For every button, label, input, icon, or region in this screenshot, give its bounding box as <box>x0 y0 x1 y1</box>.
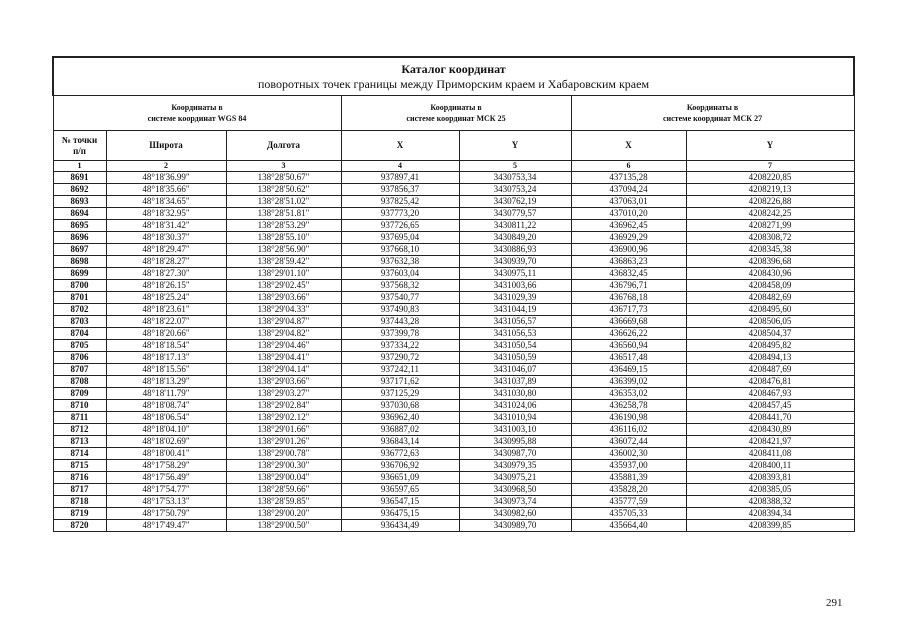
cell-msk27-y: 4208495,82 <box>686 340 854 352</box>
cell-msk25-x: 937856,37 <box>341 184 459 196</box>
cell-msk25-x: 936475,15 <box>341 508 459 520</box>
cell-point-number: 8699 <box>53 268 106 280</box>
table-row <box>53 244 854 256</box>
column-number: 1 <box>53 161 106 172</box>
cell-msk27-y: 4208457,45 <box>686 400 854 412</box>
cell-msk27-y: 4208226,88 <box>686 196 854 208</box>
cell-msk25-x: 937171,62 <box>341 376 459 388</box>
cell-latitude: 48°18'26.15" <box>106 280 226 292</box>
cell-msk27-y: 4208441,70 <box>686 412 854 424</box>
system-header-line: системе координат МСК 27 <box>662 114 763 123</box>
cell-latitude: 48°18'31.42" <box>106 220 226 232</box>
cell-msk27-y: 4208388,32 <box>686 496 854 508</box>
cell-msk25-y: 3431029,39 <box>459 292 571 304</box>
cell-longitude: 138°29'00.20" <box>226 508 341 520</box>
cell-latitude: 48°17'54.77" <box>106 484 226 496</box>
cell-msk27-x: 436353,02 <box>571 388 686 400</box>
table-row <box>53 496 854 508</box>
cell-msk25-y: 3431003,10 <box>459 424 571 436</box>
cell-msk25-x: 937490,83 <box>341 304 459 316</box>
cell-longitude: 138°29'00.04" <box>226 472 341 484</box>
col-header-line: п/п <box>73 145 86 156</box>
cell-latitude: 48°17'53.13" <box>106 496 226 508</box>
cell-longitude: 138°29'04.87" <box>226 316 341 328</box>
cell-msk27-y: 4208271,99 <box>686 220 854 232</box>
cell-msk27-x: 436669,68 <box>571 316 686 328</box>
cell-latitude: 48°18'32.95" <box>106 208 226 220</box>
cell-longitude: 138°28'53.29" <box>226 220 341 232</box>
table-row <box>53 364 854 376</box>
cell-latitude: 48°18'17.13" <box>106 352 226 364</box>
cell-msk27-x: 436469,15 <box>571 364 686 376</box>
cell-msk25-y: 3431050,59 <box>459 352 571 364</box>
cell-point-number: 8695 <box>53 220 106 232</box>
cell-msk27-x: 436768,18 <box>571 292 686 304</box>
cell-msk25-y: 3430849,20 <box>459 232 571 244</box>
cell-msk27-y: 4208411,08 <box>686 448 854 460</box>
cell-msk27-y: 4208308,72 <box>686 232 854 244</box>
cell-point-number: 8693 <box>53 196 106 208</box>
cell-latitude: 48°18'22.07" <box>106 316 226 328</box>
cell-point-number: 8698 <box>53 256 106 268</box>
table-row <box>53 388 854 400</box>
table-row <box>53 460 854 472</box>
cell-point-number: 8701 <box>53 292 106 304</box>
cell-longitude: 138°28'59.85" <box>226 496 341 508</box>
cell-msk25-y: 3431003,66 <box>459 280 571 292</box>
cell-msk25-y: 3431056,53 <box>459 328 571 340</box>
cell-longitude: 138°29'04.82" <box>226 328 341 340</box>
cell-point-number: 8717 <box>53 484 106 496</box>
table-row <box>53 292 854 304</box>
cell-msk27-x: 435664,40 <box>571 520 686 532</box>
cell-msk25-y: 3431010,94 <box>459 412 571 424</box>
cell-msk25-x: 936843,14 <box>341 436 459 448</box>
cell-msk27-x: 436962,45 <box>571 220 686 232</box>
table-row <box>53 412 854 424</box>
cell-msk25-x: 937443,28 <box>341 316 459 328</box>
cell-msk27-x: 436796,71 <box>571 280 686 292</box>
cell-msk27-x: 435705,33 <box>571 508 686 520</box>
cell-longitude: 138°29'01.66" <box>226 424 341 436</box>
cell-msk27-y: 4208345,38 <box>686 244 854 256</box>
cell-msk25-y: 3430886,93 <box>459 244 571 256</box>
cell-msk25-y: 3430753,24 <box>459 184 571 196</box>
table-row <box>53 256 854 268</box>
cell-longitude: 138°29'00.30" <box>226 460 341 472</box>
column-number: 4 <box>341 161 459 172</box>
cell-msk25-x: 937568,32 <box>341 280 459 292</box>
cell-msk27-y: 4208495,60 <box>686 304 854 316</box>
cell-msk25-x: 936434,49 <box>341 520 459 532</box>
table-row <box>53 268 854 280</box>
column-number: 7 <box>686 161 854 172</box>
cell-longitude: 138°29'04.14" <box>226 364 341 376</box>
cell-longitude: 138°29'00.50" <box>226 520 341 532</box>
cell-msk25-x: 936547,15 <box>341 496 459 508</box>
column-number: 2 <box>106 161 226 172</box>
cell-longitude: 138°29'04.41" <box>226 352 341 364</box>
cell-latitude: 48°18'11.79" <box>106 388 226 400</box>
cell-msk27-x: 435828,20 <box>571 484 686 496</box>
cell-msk25-y: 3431046,07 <box>459 364 571 376</box>
coordinate-systems-row <box>53 96 854 131</box>
cell-point-number: 8704 <box>53 328 106 340</box>
table-row <box>53 208 854 220</box>
cell-point-number: 8691 <box>53 172 106 184</box>
cell-msk27-y: 4208242,25 <box>686 208 854 220</box>
cell-msk27-y: 4208487,69 <box>686 364 854 376</box>
cell-msk27-x: 436517,48 <box>571 352 686 364</box>
cell-point-number: 8716 <box>53 472 106 484</box>
table-row <box>53 172 854 184</box>
cell-longitude: 138°28'55.10" <box>226 232 341 244</box>
cell-latitude: 48°17'58.29" <box>106 460 226 472</box>
cell-msk25-y: 3430939,70 <box>459 256 571 268</box>
cell-point-number: 8692 <box>53 184 106 196</box>
cell-point-number: 8697 <box>53 244 106 256</box>
cell-msk27-x: 436399,02 <box>571 376 686 388</box>
cell-msk25-y: 3430995,88 <box>459 436 571 448</box>
cell-msk25-x: 937399,78 <box>341 328 459 340</box>
table-row <box>53 184 854 196</box>
table-row <box>53 424 854 436</box>
cell-msk25-x: 936962,40 <box>341 412 459 424</box>
cell-msk27-x: 437135,28 <box>571 172 686 184</box>
cell-longitude: 138°29'02.84" <box>226 400 341 412</box>
cell-msk25-x: 936597,65 <box>341 484 459 496</box>
cell-msk25-y: 3430975,11 <box>459 268 571 280</box>
cell-msk27-x: 436929,29 <box>571 232 686 244</box>
cell-longitude: 138°29'00.78" <box>226 448 341 460</box>
cell-msk27-y: 4208482,69 <box>686 292 854 304</box>
cell-msk27-y: 4208421,97 <box>686 436 854 448</box>
cell-point-number: 8707 <box>53 364 106 376</box>
cell-msk25-x: 937632,38 <box>341 256 459 268</box>
cell-msk27-x: 435777,59 <box>571 496 686 508</box>
cell-latitude: 48°18'23.61" <box>106 304 226 316</box>
cell-msk25-x: 937125,29 <box>341 388 459 400</box>
cell-longitude: 138°29'04.46" <box>226 340 341 352</box>
cell-msk25-x: 937290,72 <box>341 352 459 364</box>
cell-msk27-y: 4208220,85 <box>686 172 854 184</box>
cell-latitude: 48°18'00.41" <box>106 448 226 460</box>
column-number: 6 <box>571 161 686 172</box>
cell-msk27-x: 436626,22 <box>571 328 686 340</box>
cell-latitude: 48°17'49.47" <box>106 520 226 532</box>
cell-latitude: 48°18'36.99" <box>106 172 226 184</box>
table-row <box>53 280 854 292</box>
cell-msk27-x: 435937,00 <box>571 460 686 472</box>
cell-latitude: 48°18'06.54" <box>106 412 226 424</box>
cell-msk27-x: 436116,02 <box>571 424 686 436</box>
cell-msk27-x: 436258,78 <box>571 400 686 412</box>
cell-latitude: 48°18'02.69" <box>106 436 226 448</box>
cell-point-number: 8718 <box>53 496 106 508</box>
cell-longitude: 138°29'04.33" <box>226 304 341 316</box>
cell-longitude: 138°29'03.66" <box>226 292 341 304</box>
cell-msk27-y: 4208430,96 <box>686 268 854 280</box>
cell-msk27-y: 4208504,37 <box>686 328 854 340</box>
cell-msk27-x: 436072,44 <box>571 436 686 448</box>
cell-point-number: 8719 <box>53 508 106 520</box>
column-number-row <box>53 161 854 172</box>
column-number: 3 <box>226 161 341 172</box>
page-number: 291 <box>826 597 843 609</box>
cell-msk25-x: 937897,41 <box>341 172 459 184</box>
column-number: 5 <box>459 161 571 172</box>
table-row <box>53 448 854 460</box>
cell-point-number: 8703 <box>53 316 106 328</box>
table-row <box>53 520 854 532</box>
cell-msk25-x: 937726,65 <box>341 220 459 232</box>
cell-msk27-y: 4208476,81 <box>686 376 854 388</box>
cell-latitude: 48°18'28.27" <box>106 256 226 268</box>
cell-latitude: 48°18'25.24" <box>106 292 226 304</box>
cell-msk25-x: 936706,92 <box>341 460 459 472</box>
system-header-line: Координаты в <box>430 103 482 112</box>
col-header-line: № точки <box>61 134 98 145</box>
cell-msk25-x: 937334,22 <box>341 340 459 352</box>
cell-msk25-x: 937540,77 <box>341 292 459 304</box>
cell-point-number: 8720 <box>53 520 106 532</box>
cell-longitude: 138°29'03.66" <box>226 376 341 388</box>
cell-msk27-y: 4208396,68 <box>686 256 854 268</box>
cell-point-number: 8715 <box>53 460 106 472</box>
cell-point-number: 8710 <box>53 400 106 412</box>
cell-point-number: 8709 <box>53 388 106 400</box>
system-header-line: Координаты в <box>171 103 223 112</box>
cell-point-number: 8706 <box>53 352 106 364</box>
cell-point-number: 8714 <box>53 448 106 460</box>
system-wgs84-header <box>53 96 341 131</box>
cell-msk27-x: 437063,01 <box>571 196 686 208</box>
table-row <box>53 376 854 388</box>
cell-msk27-x: 436190,98 <box>571 412 686 424</box>
cell-msk25-y: 3430811,22 <box>459 220 571 232</box>
cell-msk27-y: 4208494,13 <box>686 352 854 364</box>
cell-latitude: 48°18'20.66" <box>106 328 226 340</box>
cell-point-number: 8708 <box>53 376 106 388</box>
table-row <box>53 400 854 412</box>
cell-msk25-x: 937242,11 <box>341 364 459 376</box>
cell-msk25-y: 3430987,70 <box>459 448 571 460</box>
cell-latitude: 48°18'30.37" <box>106 232 226 244</box>
cell-longitude: 138°28'50.62" <box>226 184 341 196</box>
column-header-row <box>53 131 854 161</box>
cell-longitude: 138°29'02.45" <box>226 280 341 292</box>
cell-latitude: 48°18'13.29" <box>106 376 226 388</box>
cell-msk25-y: 3431037,89 <box>459 376 571 388</box>
cell-msk27-x: 437094,24 <box>571 184 686 196</box>
cell-msk27-y: 4208506,05 <box>686 316 854 328</box>
col-header-longitude: Долгота <box>226 131 341 161</box>
cell-msk25-x: 937030,68 <box>341 400 459 412</box>
cell-msk25-y: 3431024,06 <box>459 400 571 412</box>
cell-msk27-y: 4208430,89 <box>686 424 854 436</box>
cell-msk27-y: 4208385,05 <box>686 484 854 496</box>
cell-longitude: 138°28'51.81" <box>226 208 341 220</box>
col-header-msk27-y: Y <box>686 131 854 161</box>
col-header-msk27-x: X <box>571 131 686 161</box>
col-header-msk25-y: Y <box>459 131 571 161</box>
cell-msk27-x: 437010,20 <box>571 208 686 220</box>
table-row <box>53 220 854 232</box>
system-header-line: Координаты в <box>686 103 739 112</box>
cell-msk25-x: 937773,20 <box>341 208 459 220</box>
cell-longitude: 138°29'03.27" <box>226 388 341 400</box>
cell-longitude: 138°28'59.66" <box>226 484 341 496</box>
cell-point-number: 8700 <box>53 280 106 292</box>
title-row <box>53 57 854 96</box>
col-header-point-number <box>53 131 106 161</box>
cell-msk25-y: 3430968,50 <box>459 484 571 496</box>
cell-msk25-y: 3430975,21 <box>459 472 571 484</box>
system-header-line: системе координат МСК 25 <box>406 114 506 123</box>
cell-latitude: 48°18'29.47" <box>106 244 226 256</box>
table-row <box>53 328 854 340</box>
table-row <box>53 304 854 316</box>
cell-latitude: 48°18'15.56" <box>106 364 226 376</box>
table-row <box>53 340 854 352</box>
cell-latitude: 48°18'35.66" <box>106 184 226 196</box>
cell-msk27-y: 4208393,81 <box>686 472 854 484</box>
cell-latitude: 48°17'56.49" <box>106 472 226 484</box>
col-header-msk25-x: X <box>341 131 459 161</box>
cell-msk27-x: 436002,30 <box>571 448 686 460</box>
cell-msk25-x: 937603,04 <box>341 268 459 280</box>
cell-msk25-y: 3430762,19 <box>459 196 571 208</box>
cell-msk27-y: 4208399,85 <box>686 520 854 532</box>
cell-msk27-y: 4208467,93 <box>686 388 854 400</box>
cell-msk25-x: 937695,04 <box>341 232 459 244</box>
cell-msk25-y: 3430779,57 <box>459 208 571 220</box>
cell-point-number: 8712 <box>53 424 106 436</box>
cell-msk25-x: 936651,09 <box>341 472 459 484</box>
catalog-title-main: Каталог координат <box>401 61 506 76</box>
table-row <box>53 196 854 208</box>
cell-longitude: 138°28'50.67" <box>226 172 341 184</box>
table-row <box>53 484 854 496</box>
cell-point-number: 8696 <box>53 232 106 244</box>
cell-msk25-y: 3430979,35 <box>459 460 571 472</box>
cell-msk25-x: 937668,10 <box>341 244 459 256</box>
cell-msk27-y: 4208400,11 <box>686 460 854 472</box>
cell-longitude: 138°28'51.02" <box>226 196 341 208</box>
cell-msk27-y: 4208219,13 <box>686 184 854 196</box>
cell-msk25-y: 3431050,54 <box>459 340 571 352</box>
cell-msk25-y: 3431044,19 <box>459 304 571 316</box>
cell-longitude: 138°28'59.42" <box>226 256 341 268</box>
cell-msk27-y: 4208458,09 <box>686 280 854 292</box>
cell-latitude: 48°17'50.79" <box>106 508 226 520</box>
cell-msk27-x: 436863,23 <box>571 256 686 268</box>
cell-longitude: 138°29'01.10" <box>226 268 341 280</box>
cell-longitude: 138°29'01.26" <box>226 436 341 448</box>
system-header-line: системе координат WGS 84 <box>147 114 247 123</box>
cell-point-number: 8694 <box>53 208 106 220</box>
table-row <box>53 232 854 244</box>
cell-point-number: 8702 <box>53 304 106 316</box>
cell-longitude: 138°28'56.90" <box>226 244 341 256</box>
system-msk27-header <box>571 96 854 131</box>
table-row <box>53 436 854 448</box>
cell-msk27-x: 435881,39 <box>571 472 686 484</box>
cell-latitude: 48°18'08.74" <box>106 400 226 412</box>
cell-latitude: 48°18'18.54" <box>106 340 226 352</box>
system-msk25-header <box>341 96 571 131</box>
cell-msk25-x: 937825,42 <box>341 196 459 208</box>
table-row <box>53 472 854 484</box>
cell-msk25-y: 3430982,60 <box>459 508 571 520</box>
col-header-latitude: Широта <box>106 131 226 161</box>
catalog-title-subtitle: поворотных точек границы между Приморским краем и Хабаровским краем <box>258 76 650 91</box>
cell-point-number: 8705 <box>53 340 106 352</box>
cell-msk27-x: 436560,94 <box>571 340 686 352</box>
catalog-title <box>53 57 854 96</box>
cell-latitude: 48°18'34.65" <box>106 196 226 208</box>
cell-msk25-y: 3431056,57 <box>459 316 571 328</box>
coordinate-catalog-table <box>52 56 855 532</box>
table-row <box>53 316 854 328</box>
cell-msk25-x: 936887,02 <box>341 424 459 436</box>
cell-msk27-x: 436717,73 <box>571 304 686 316</box>
cell-latitude: 48°18'27.30" <box>106 268 226 280</box>
cell-latitude: 48°18'04.10" <box>106 424 226 436</box>
cell-msk25-y: 3431030,80 <box>459 388 571 400</box>
catalog-page <box>52 56 853 532</box>
cell-msk27-y: 4208394,34 <box>686 508 854 520</box>
cell-point-number: 8711 <box>53 412 106 424</box>
cell-longitude: 138°29'02.12" <box>226 412 341 424</box>
cell-msk27-x: 436832,45 <box>571 268 686 280</box>
cell-msk25-y: 3430753,34 <box>459 172 571 184</box>
cell-msk25-x: 936772,63 <box>341 448 459 460</box>
cell-msk25-y: 3430989,70 <box>459 520 571 532</box>
cell-msk27-x: 436900,96 <box>571 244 686 256</box>
table-row <box>53 508 854 520</box>
table-row <box>53 352 854 364</box>
cell-msk25-y: 3430973,74 <box>459 496 571 508</box>
cell-point-number: 8713 <box>53 436 106 448</box>
